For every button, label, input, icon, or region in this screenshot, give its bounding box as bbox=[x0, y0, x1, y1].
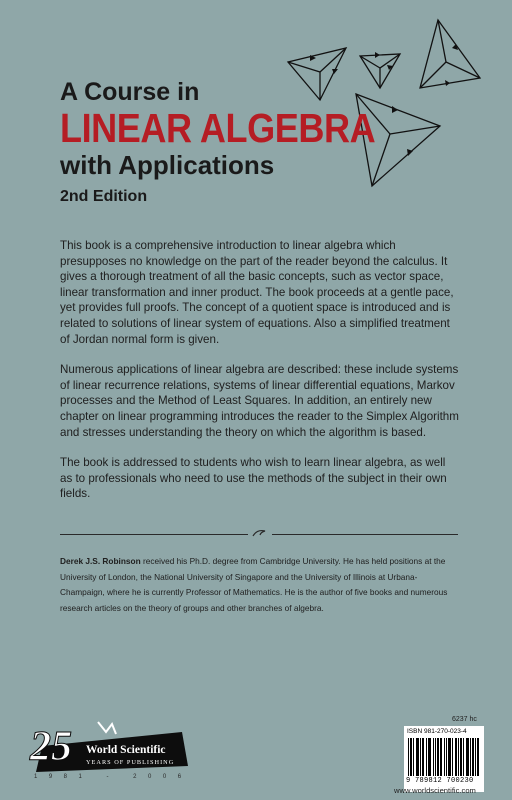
edition-label: 2nd Edition bbox=[60, 188, 148, 205]
publisher-name: World Scientific bbox=[86, 744, 166, 756]
description-paragraph: The book is addressed to students who wish to learn linear algebra, as well as to professionals who need to use the methods of the subject in their own fields. bbox=[60, 456, 447, 501]
divider-line-right bbox=[272, 534, 458, 535]
publisher-years: 1981 - 2006 bbox=[34, 774, 193, 780]
author-bio-text: received his Ph.D. degree from Cambridge University. He has held positions at the University of London, the National University of Singapore and the University of Illinois at Urbana-Champaign, where he is currently Professor of Mathematics. He is the author of five books and numerous research articles on the theory of groups and other branches of algebra. bbox=[60, 556, 448, 613]
barcode-icon bbox=[408, 738, 480, 776]
publisher-tagline: YEARS OF PUBLISHING bbox=[86, 759, 175, 766]
barcode-number: 9 789812 700230 bbox=[406, 777, 474, 785]
description-paragraph: This book is a comprehensive introduction to linear algebra which presupposes no knowledge on the part of the reader beyond the calculus. It gives a thorough treatment of all the basic concepts, such as vector space, linear transformation and inner product. The book proceeds at a gentle pace, yet provides full proofs. The concept of a quotient space is introduced and is related to solutions of linear system of equations. Also a simplified treatment of Jordan normal form is given. bbox=[60, 239, 454, 346]
barcode-box bbox=[404, 726, 484, 792]
description-text bbox=[60, 238, 460, 517]
description-paragraph: Numerous applications of linear algebra are described: these include systems of linear recurrence relations, systems of linear differential equations, Markov processes and the Method of Least Squares. In addition, an entirely new chapter on linear programming introduces the reader to the Simplex Algorithm and stresses understanding the theory on which the algorithm is based. bbox=[60, 363, 459, 439]
publisher-website: www.worldscientific.com bbox=[394, 786, 476, 795]
anniversary-number: 25 bbox=[30, 724, 72, 770]
title-block bbox=[60, 78, 418, 206]
section-divider bbox=[60, 530, 458, 538]
title-main: LINEAR ALGEBRA bbox=[60, 105, 376, 151]
price-code: 6237 hc bbox=[452, 716, 477, 723]
title-line-1: A Course in bbox=[60, 78, 200, 106]
title-line-3: with Applications bbox=[60, 150, 275, 180]
divider-line-left bbox=[60, 534, 248, 535]
author-name: Derek J.S. Robinson bbox=[60, 556, 141, 566]
publisher-logo bbox=[28, 718, 193, 784]
author-bio bbox=[60, 554, 460, 616]
isbn-label: ISBN 981-270-023-4 bbox=[407, 728, 467, 735]
ornament-icon bbox=[252, 528, 268, 538]
